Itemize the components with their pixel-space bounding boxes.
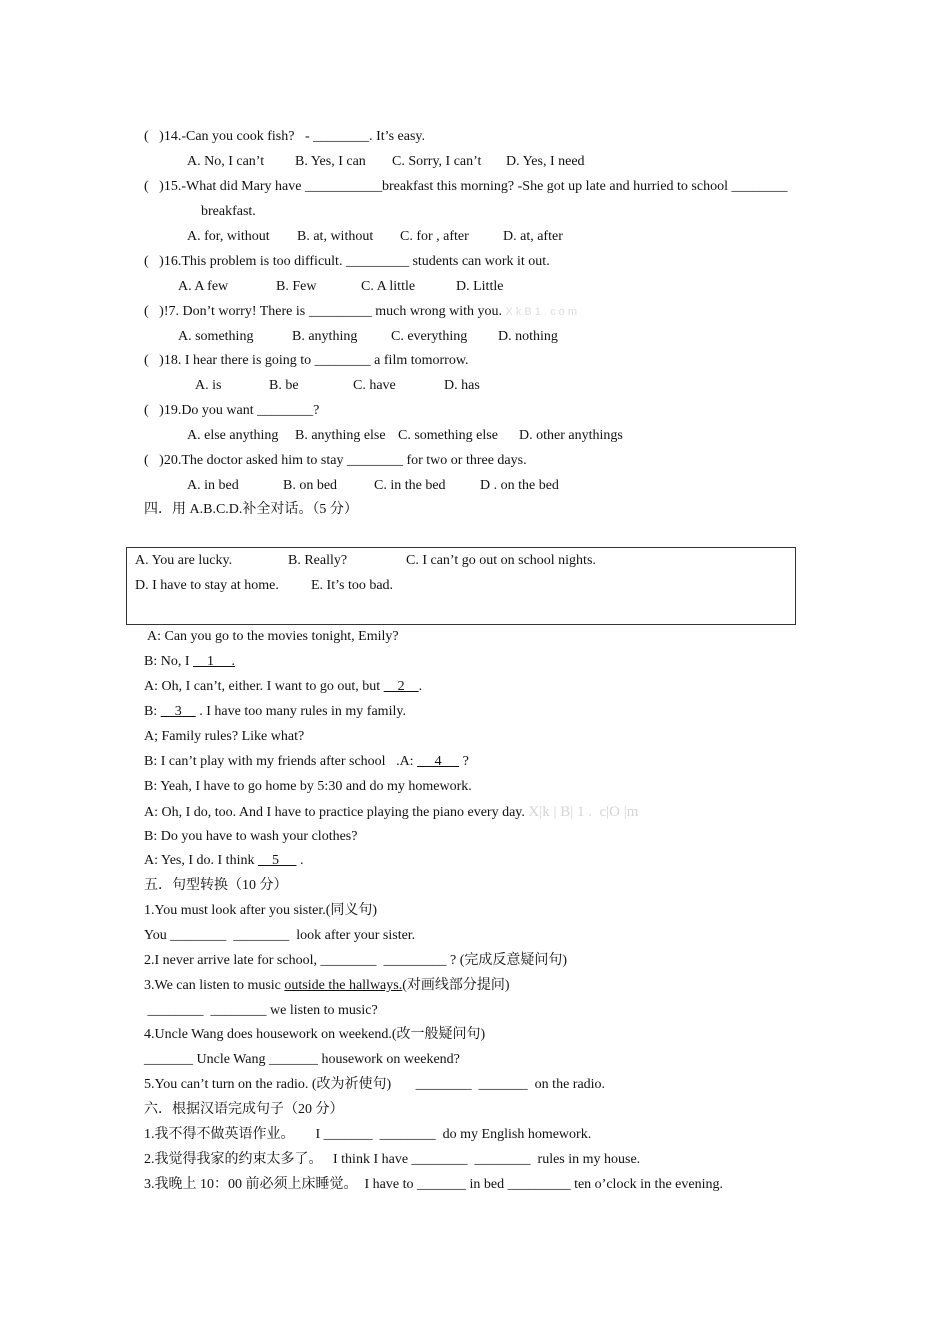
choice-e: E. It’s too bad.	[311, 578, 394, 593]
dialog-text: A: Oh, I do, too. And I have to practice playing the piano every day.	[144, 805, 529, 820]
dialog-text: .	[296, 853, 304, 868]
dialog-text: ?	[459, 754, 469, 769]
choice-b: B. Really?	[288, 553, 348, 568]
option-c: C. for , after	[400, 229, 469, 244]
option-a: A. is	[195, 378, 222, 393]
translate-1: 1.我不得不做英语作业。 I _______ ________ do my English homework.	[144, 1127, 592, 1142]
watermark: X|k | B| 1 . c|O |m	[528, 804, 639, 820]
dialog-text: . I have too many rules in my family.	[195, 704, 406, 719]
option-c: C. A little	[361, 279, 416, 294]
transform-4-answer: _______ Uncle Wang _______ housework on weekend?	[144, 1052, 460, 1067]
option-b: B. Yes, I can	[295, 154, 366, 169]
choice-a: A. You are lucky.	[135, 553, 233, 568]
translate-2: 2.我觉得我家的约束太多了。 I think I have ________ ________ rules in my house.	[144, 1152, 641, 1167]
option-c: C. in the bed	[374, 478, 446, 493]
option-c: C. something else	[398, 428, 498, 443]
option-a: A. something	[178, 329, 254, 344]
blank-4: 4	[417, 754, 460, 769]
transform-4: 4.Uncle Wang does housework on weekend.(改一般疑问句)	[144, 1027, 486, 1042]
transform-1: 1.You must look after you sister.(同义句)	[144, 903, 378, 918]
dialog-line-7: B: Yeah, I have to go home by 5:30 and do my homework.	[144, 779, 472, 794]
dialog-text: B:	[144, 704, 161, 719]
dialog-line-2	[144, 653, 235, 671]
option-a: A. else anything	[187, 428, 279, 443]
watermark: X k B 1 . c o m	[505, 306, 578, 318]
option-c: C. Sorry, I can’t	[392, 154, 482, 169]
dialog-line-10	[144, 852, 303, 870]
section-4-heading: 四．用 A.B.C.D.补全对话。（5 分）	[144, 502, 358, 517]
question-14: ( )14.-Can you cook fish? - ________. It’s easy.	[144, 129, 425, 144]
dialog-text: A: Oh, I can’t, either. I want to go out, but	[144, 679, 384, 694]
question-17	[144, 303, 577, 321]
dialog-line-1: A: Can you go to the movies tonight, Emily?	[147, 629, 399, 644]
blank-3: 3	[160, 704, 196, 719]
option-d: D. at, after	[503, 229, 563, 244]
dialog-text: A: Yes, I do. I think	[144, 853, 258, 868]
question-16: ( )16.This problem is too difficult. _________ students can work it out.	[144, 254, 550, 269]
option-a: A. No, I can’t	[187, 154, 265, 169]
transform-instruction: (对画线部分提问)	[402, 978, 510, 993]
dialog-line-6	[144, 753, 469, 771]
transform-1-answer: You ________ ________ look after your sister.	[144, 928, 416, 943]
section-6-heading: 六．根据汉语完成句子（20 分）	[144, 1102, 344, 1117]
transform-5: 5.You can’t turn on the radio. (改为祈使句) ________ _______ on the radio.	[144, 1077, 606, 1092]
question-19: ( )19.Do you want ________?	[144, 403, 320, 418]
question-18: ( )18. I hear there is going to ________ a film tomorrow.	[144, 353, 469, 368]
blank-5: 5	[257, 853, 297, 868]
blank-2: 2	[383, 679, 419, 694]
option-c: C. everything	[391, 329, 468, 344]
option-b: B. be	[269, 378, 299, 393]
dialog-text: .	[418, 679, 423, 694]
option-a: A. for, without	[187, 229, 270, 244]
option-d: D. has	[444, 378, 480, 393]
option-d: D. nothing	[498, 329, 558, 344]
option-d: D. Yes, I need	[506, 154, 585, 169]
dialog-line-8	[144, 803, 638, 822]
translate-3: 3.我晚上 10：00 前必须上床睡觉。 I have to _______ in bed _________ ten o’clock in the evening.	[144, 1177, 723, 1192]
choice-d: D. I have to stay at home.	[135, 578, 279, 593]
transform-text: 3.We can listen to music	[144, 978, 285, 993]
question-15-continuation: breakfast.	[201, 204, 256, 219]
option-b: B. anything	[292, 329, 358, 344]
transform-3	[144, 977, 510, 995]
option-b: B. anything else	[295, 428, 386, 443]
dialog-text: B: No, I	[144, 654, 193, 669]
dialog-line-4	[144, 703, 406, 721]
underlined-phrase: outside the hallways.	[284, 978, 403, 993]
option-b: B. Few	[276, 279, 317, 294]
option-d: D . on the bed	[480, 478, 559, 493]
option-a: A. A few	[178, 279, 229, 294]
option-d: D. other anythings	[519, 428, 623, 443]
option-b: B. on bed	[283, 478, 338, 493]
dialog-line-9: B: Do you have to wash your clothes?	[144, 829, 358, 844]
option-b: B. at, without	[297, 229, 374, 244]
dialog-line-3	[144, 678, 422, 696]
option-a: A. in bed	[187, 478, 239, 493]
section-5-heading: 五．句型转换（10 分）	[144, 878, 288, 893]
choice-c: C. I can’t go out on school nights.	[406, 553, 596, 568]
dialog-text: B: I can’t play with my friends after school .A:	[144, 754, 418, 769]
transform-3-answer: ________ ________ we listen to music?	[144, 1003, 378, 1018]
question-20: ( )20.The doctor asked him to stay ________ for two or three days.	[144, 453, 527, 468]
question-17-stem: ( )!7. Don’t worry! There is _________ much wrong with you.	[144, 304, 502, 319]
blank-1: 1 .	[193, 654, 235, 669]
question-15: ( )15.-What did Mary have ___________breakfast this morning? -She got up late and hurried to school ________	[144, 179, 788, 194]
transform-2: 2.I never arrive late for school, ________ _________ ? (完成反意疑问句)	[144, 953, 568, 968]
dialog-line-5: A; Family rules? Like what?	[144, 729, 305, 744]
option-d: D. Little	[456, 279, 504, 294]
option-c: C. have	[353, 378, 396, 393]
